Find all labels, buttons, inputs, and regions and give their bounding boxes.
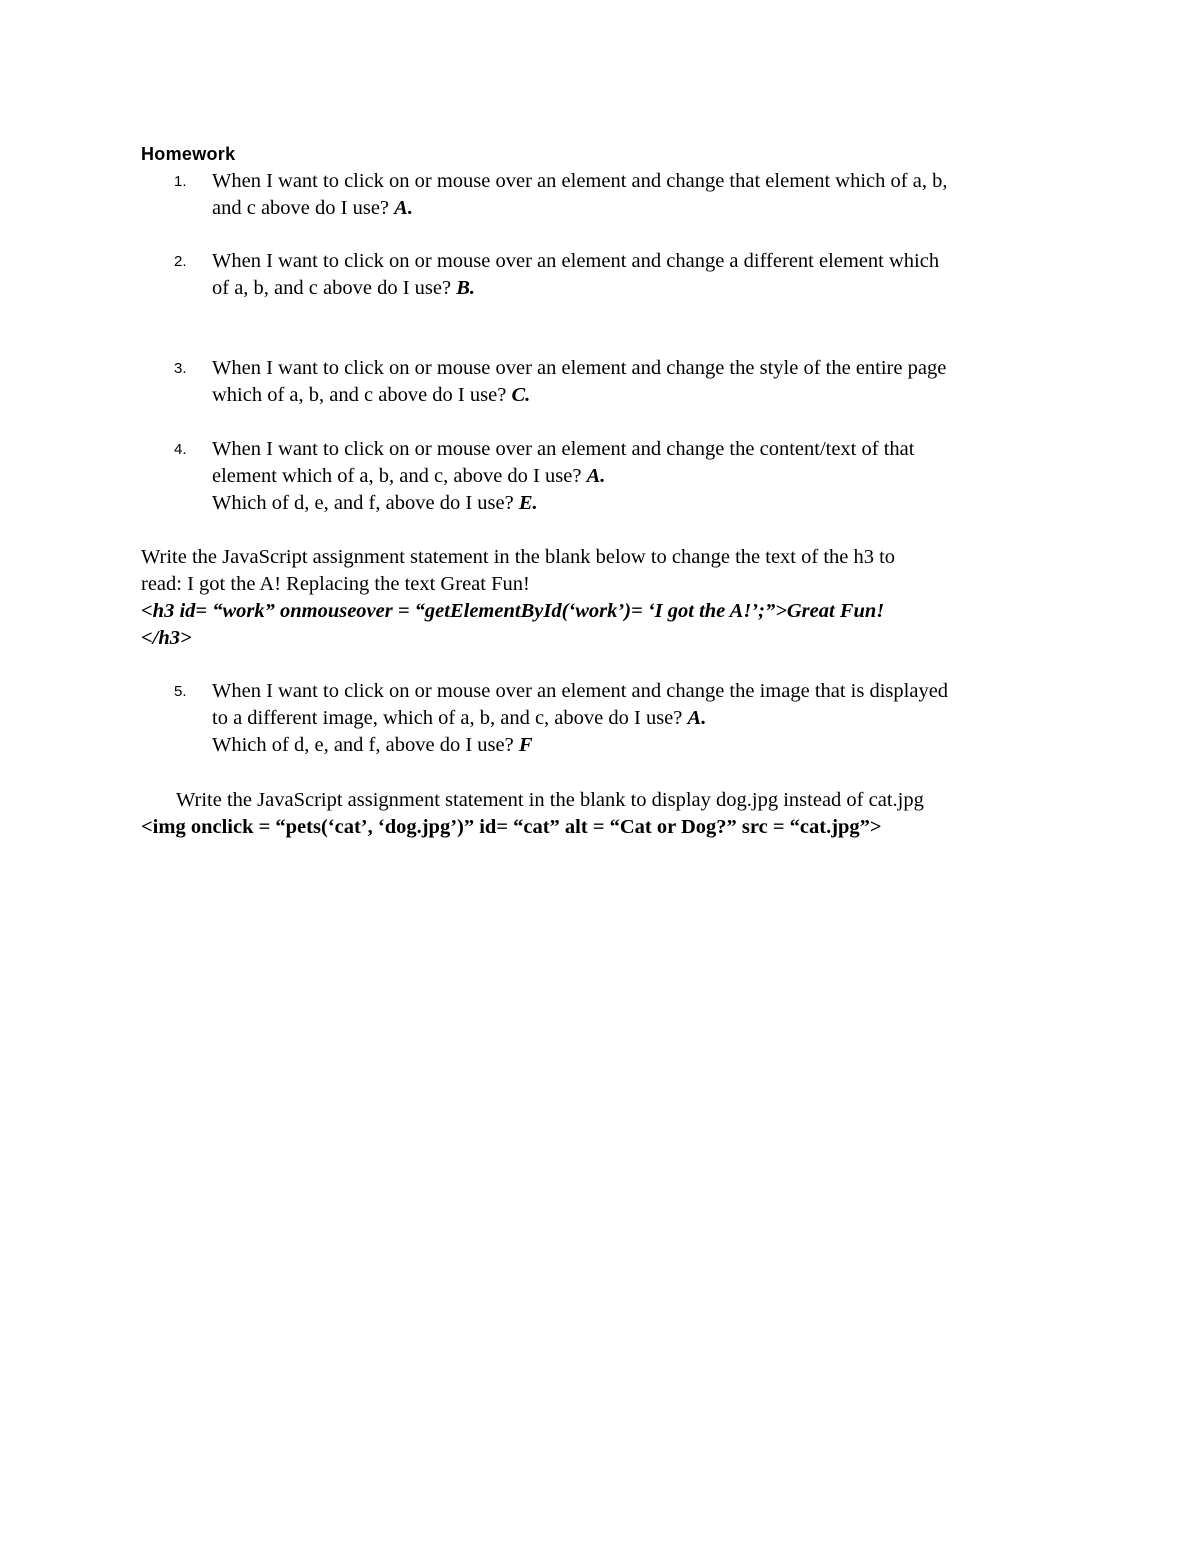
task-text-line: read: I got the A! Replacing the text Great Fun! bbox=[141, 573, 530, 595]
answer: C. bbox=[511, 384, 531, 406]
question-number: 1. bbox=[174, 173, 187, 190]
question-text-line: When I want to click on or mouse over an element and change that element which of a, b, bbox=[212, 170, 948, 192]
answer: A. bbox=[687, 707, 707, 729]
question-text-line: When I want to click on or mouse over an element and change a different element which bbox=[212, 250, 940, 272]
question-text-line bbox=[212, 382, 1092, 409]
question-text: to a different image, which of a, b, and c, above do I use? bbox=[212, 707, 683, 729]
answer: A. bbox=[586, 465, 606, 487]
h3-task bbox=[141, 544, 1101, 652]
question-number: 4. bbox=[174, 441, 187, 458]
question-text-line: When I want to click on or mouse over an element and change the content/text of that bbox=[212, 438, 915, 460]
question-3 bbox=[174, 355, 1092, 409]
question-text-line: When I want to click on or mouse over an element and change the style of the entire page bbox=[212, 357, 947, 379]
answer: B. bbox=[456, 277, 476, 299]
question-text: which of a, b, and c above do I use? bbox=[212, 384, 507, 406]
followup-text: Which of d, e, and f, above do I use? bbox=[212, 492, 514, 514]
question-2 bbox=[174, 248, 1092, 302]
question-text-line bbox=[212, 705, 1092, 732]
task-text-line: Write the JavaScript assignment statement in the blank to display dog.jpg instead of cat.jpg bbox=[176, 789, 924, 811]
question-text: element which of a, b, and c, above do I use? bbox=[212, 465, 582, 487]
question-text-line bbox=[212, 275, 1092, 302]
followup-line bbox=[212, 732, 1092, 759]
question-1 bbox=[174, 168, 1092, 222]
question-text: of a, b, and c above do I use? bbox=[212, 277, 452, 299]
question-text: and c above do I use? bbox=[212, 197, 390, 219]
question-5 bbox=[174, 678, 1092, 759]
question-number: 5. bbox=[174, 683, 187, 700]
followup-answer: E. bbox=[518, 492, 538, 514]
code-line: <h3 id= “work” onmouseover = “getElementById(‘work’)= ‘I got the A!’;”>Great Fun! bbox=[141, 600, 885, 622]
followup-line bbox=[212, 490, 1092, 517]
task-text-line: Write the JavaScript assignment statement in the blank below to change the text of the h3 to bbox=[141, 546, 896, 568]
question-text-line bbox=[212, 463, 1092, 490]
img-task bbox=[141, 787, 1101, 841]
question-text-line: When I want to click on or mouse over an element and change the image that is displayed bbox=[212, 680, 949, 702]
question-4 bbox=[174, 436, 1092, 517]
code-line: <img onclick = “pets(‘cat’, ‘dog.jpg’)” id= “cat” alt = “Cat or Dog?” src = “cat.jpg”> bbox=[141, 816, 882, 838]
question-number: 2. bbox=[174, 253, 187, 270]
code-line: </h3> bbox=[141, 627, 192, 649]
answer: A. bbox=[394, 197, 413, 219]
page-title: Homework bbox=[141, 144, 236, 164]
followup-text: Which of d, e, and f, above do I use? bbox=[212, 734, 514, 756]
question-number: 3. bbox=[174, 360, 187, 377]
followup-answer: F bbox=[518, 734, 533, 756]
question-text-line bbox=[212, 195, 1092, 222]
